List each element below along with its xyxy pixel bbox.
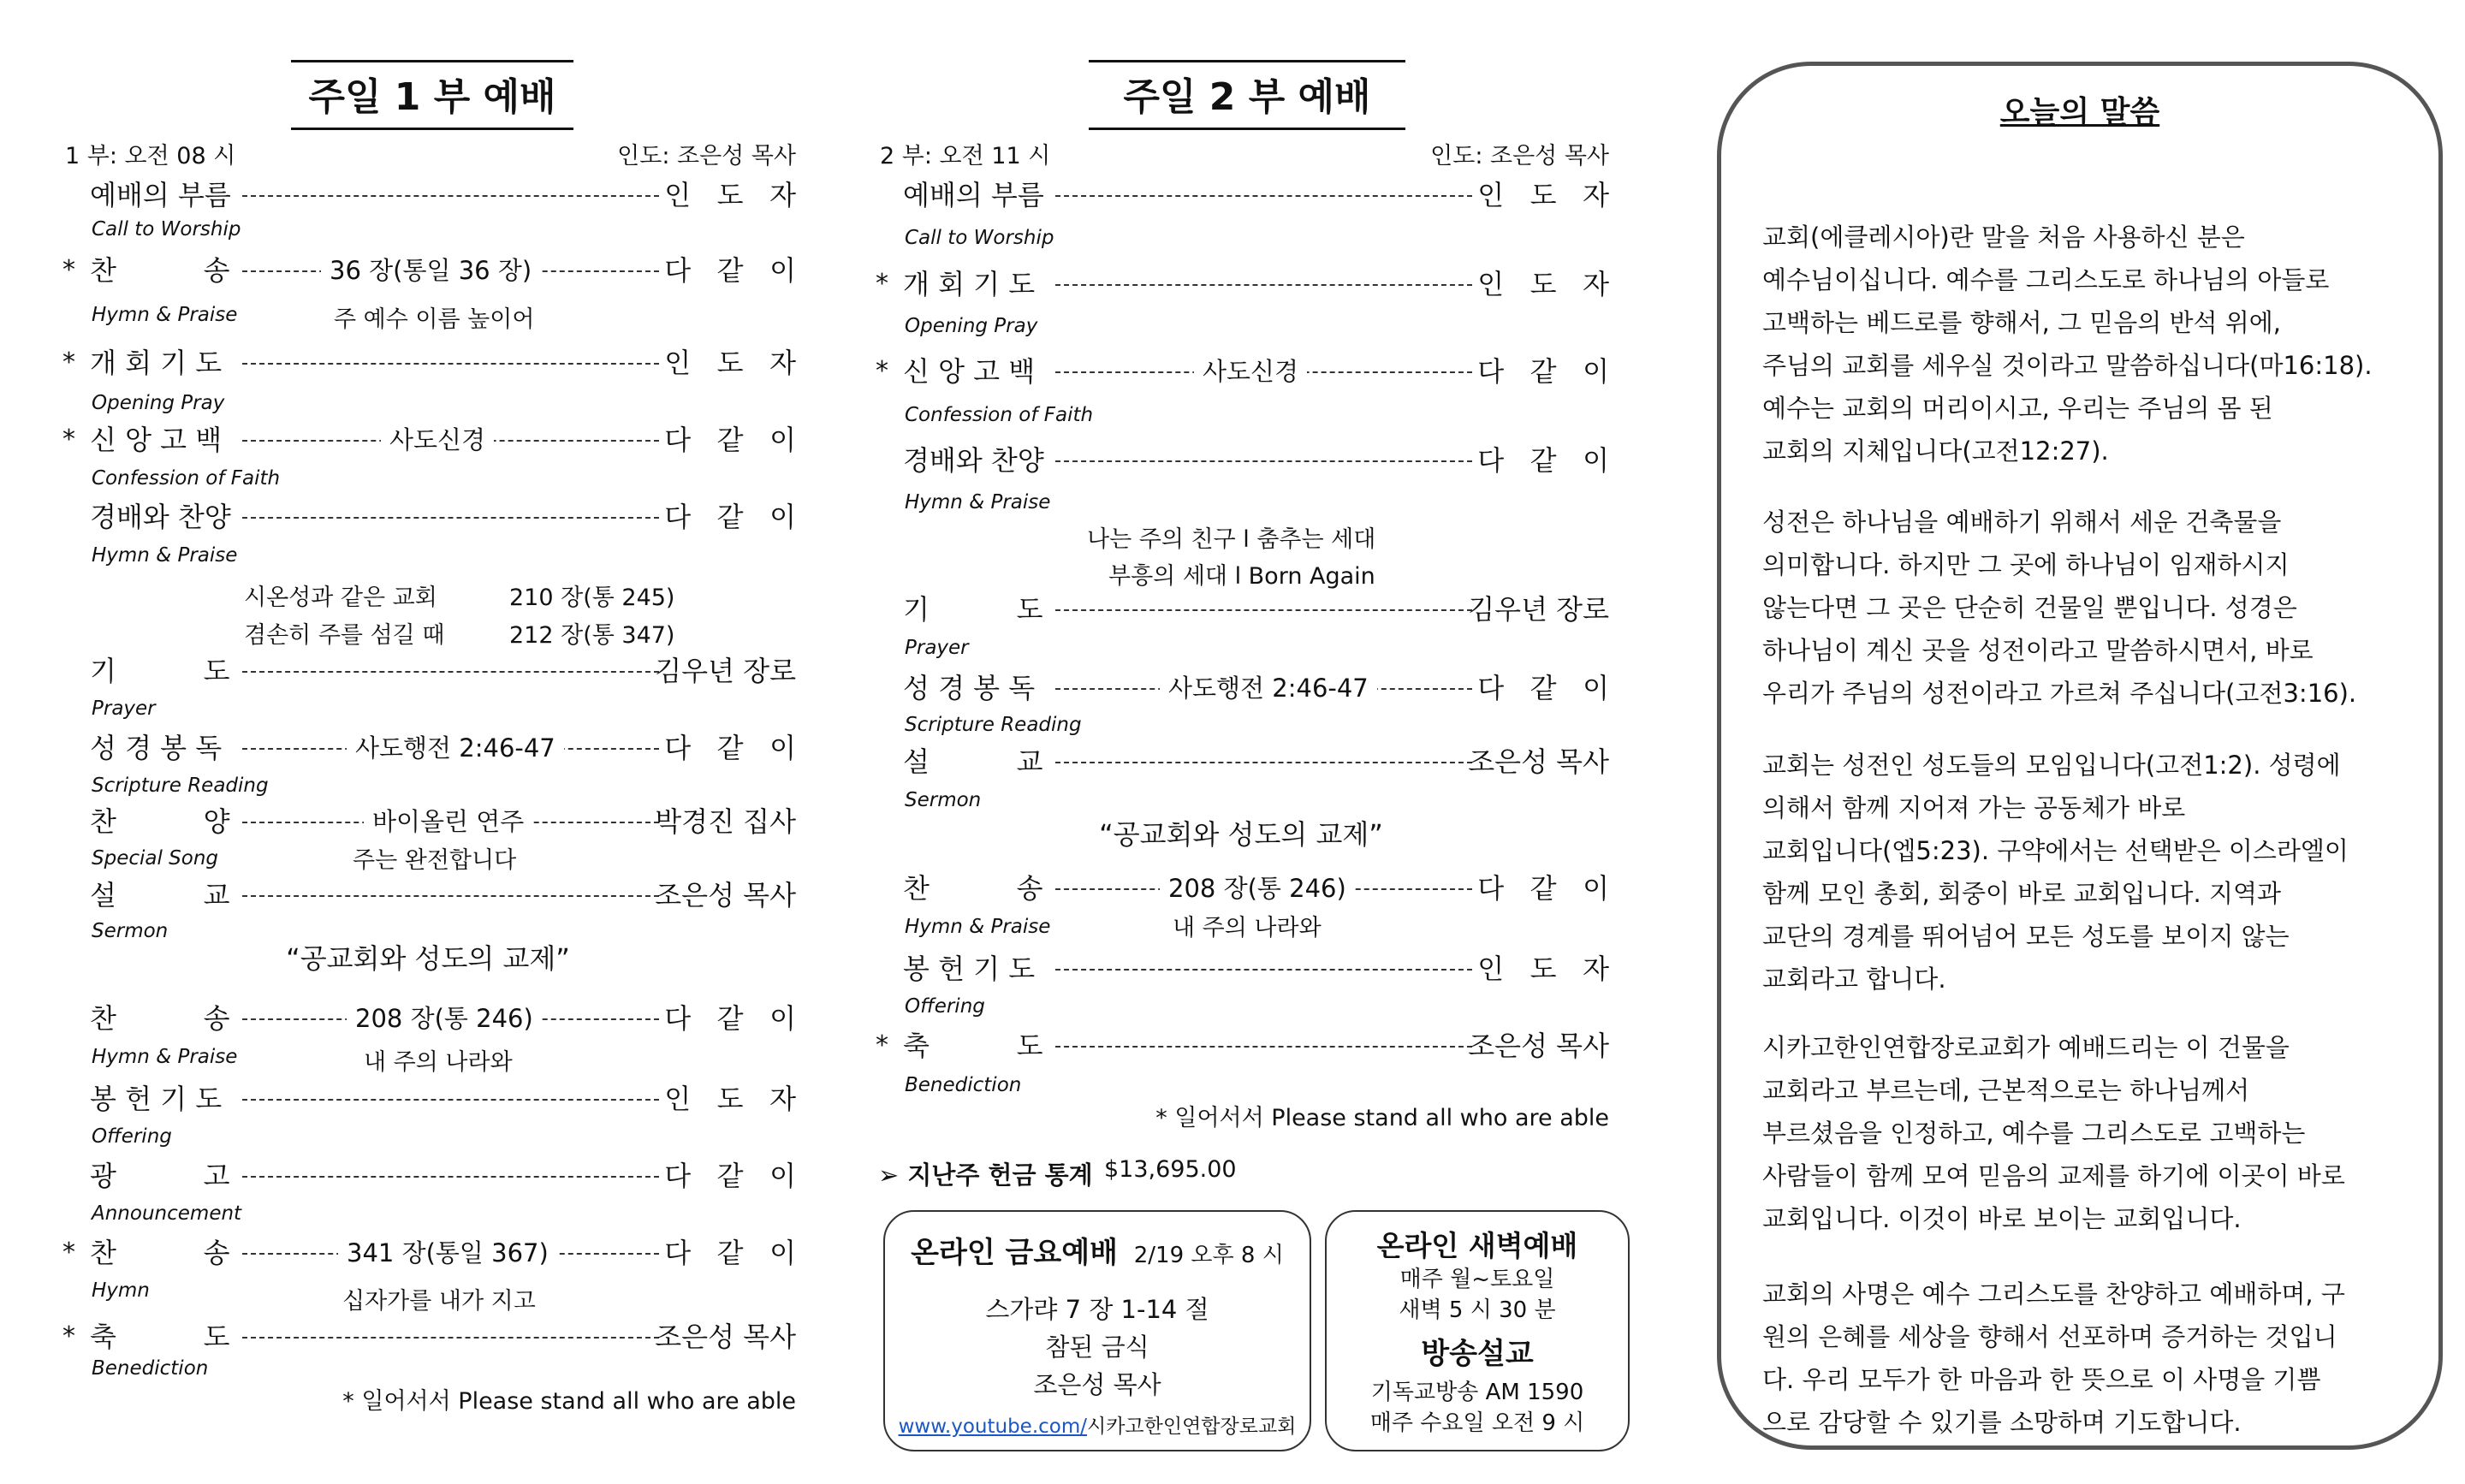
- friday-header: [885, 1229, 1310, 1271]
- order-item-leader: 다 같 이: [664, 1160, 796, 1192]
- dawn-days: 매주 월~토요일: [1399, 1267, 1555, 1292]
- dashed-leader: [1055, 609, 1472, 611]
- offering-amount: $13,695.00: [1104, 1156, 1237, 1183]
- order-item-name: 개 회 기 도: [90, 347, 223, 379]
- order-item-name: 예배의 부름: [90, 179, 231, 211]
- friday-scripture: 스가랴 7 장 1-14 절: [985, 1295, 1209, 1324]
- stand-marker: *: [62, 255, 75, 285]
- order-item-english: Benediction: [92, 1357, 209, 1380]
- order-item: [903, 950, 1609, 988]
- order-item-english: Hymn & Praise: [92, 304, 238, 326]
- word-line: 다. 우리 모두가 한 마음과 한 뜻으로 이 사명을 기쁨: [1762, 1365, 2321, 1394]
- dashed-leader: [242, 1176, 659, 1178]
- dashed-leader: [242, 671, 659, 673]
- order-item-leader: 인 도 자: [1477, 179, 1609, 211]
- service1-time: 1 부: 오전 08 시: [65, 143, 236, 169]
- praise-song2-title: 겸손히 주를 섬길 때: [244, 622, 445, 649]
- order-item-leader: 다 같 이: [664, 501, 796, 533]
- order-item-detail: 341 장(통일 367): [338, 1234, 557, 1272]
- order-item-english: Sermon: [92, 920, 169, 942]
- order-item-name: 성 경 봉 독: [903, 672, 1036, 704]
- order-item: [62, 344, 796, 382]
- praise-song1-title: 시온성과 같은 교회: [244, 585, 437, 611]
- word-line: 교회의 지체입니다(고전12:27).: [1762, 436, 2109, 466]
- stand-marker: *: [62, 424, 75, 454]
- order-item-english: Scripture Reading: [905, 714, 1082, 736]
- order-item-leader: 다 같 이: [1477, 355, 1609, 388]
- order-item-detail: 208 장(통 246): [1160, 870, 1355, 907]
- dashed-leader: [1055, 460, 1472, 462]
- order-item-english: Offering: [905, 995, 985, 1018]
- friday-date: 2/19 오후 8 시: [1133, 1243, 1284, 1268]
- order-item-english: Confession of Faith: [92, 467, 281, 490]
- order-item-leader: 다 같 이: [664, 1237, 796, 1269]
- order-item-leader: 박경진 집사: [655, 805, 796, 838]
- order-item-detail: 바이올린 연주: [364, 803, 532, 840]
- order-item-leader: 조은성 목사: [1468, 745, 1609, 778]
- word-line: 교회(에클레시아)란 말을 처음 사용하신 분은: [1762, 223, 2245, 252]
- order-item-english: Hymn & Praise: [905, 916, 1051, 938]
- service2-sermon-title: “공교회와 성도의 교제”: [1099, 818, 1383, 851]
- praise-line1: 나는 주의 친구 l 춤추는 세대: [1087, 526, 1376, 553]
- order-item-name: 찬 양: [90, 805, 230, 838]
- friday-link-row: [885, 1410, 1310, 1439]
- word-line: 시카고한인연합장로교회가 예배드리는 이 건물을: [1762, 1033, 2290, 1062]
- dawn-service-box: [1325, 1210, 1630, 1451]
- order-item-english: Offering: [92, 1125, 172, 1148]
- order-item-leader: 김우년 장로: [655, 655, 796, 687]
- order-item: [62, 1318, 796, 1356]
- order-item-english: Hymn & Praise: [92, 1046, 238, 1068]
- order-item-leader: 다 같 이: [664, 254, 796, 287]
- order-item-name: 개 회 기 도: [903, 268, 1036, 300]
- order-item-leader: 다 같 이: [664, 1002, 796, 1035]
- order-item-name: 설 교: [903, 745, 1043, 778]
- service2-leader: 인도: 조은성 목사: [1430, 143, 1609, 169]
- order-item: [90, 876, 796, 914]
- word-paragraph: [1762, 1273, 2413, 1444]
- word-line: 함께 모인 총회, 회중이 바로 교회입니다. 지역과: [1762, 879, 2282, 908]
- order-item-leader: 김우년 장로: [1468, 593, 1609, 626]
- order-item: [903, 743, 1609, 781]
- order-item: [876, 1027, 1609, 1065]
- word-line: 교회는 성전인 성도들의 모임입니다(고전1:2). 성령에: [1762, 751, 2341, 780]
- dashed-leader: [1055, 1046, 1472, 1048]
- order-item-name: 성 경 봉 독: [90, 732, 223, 764]
- order-item-detail: 36 장(통일 36 장): [321, 252, 540, 289]
- dashed-leader: [242, 517, 659, 519]
- order-item-leader: 인 도 자: [664, 179, 796, 211]
- stand-marker: *: [62, 1321, 75, 1351]
- order-item-name: 광 고: [90, 1160, 230, 1192]
- order-item-detail: 208 장(통 246): [347, 1000, 542, 1037]
- friday-sermon: 참된 금식: [1045, 1333, 1149, 1362]
- order-item-name: 설 교: [90, 879, 230, 911]
- word-line: 교회의 사명은 예수 그리스도를 찬양하고 예배하며, 구: [1762, 1279, 2345, 1309]
- service2-time: 2 부: 오전 11 시: [880, 143, 1051, 169]
- special-song-title: 주는 완전합니다: [353, 847, 517, 874]
- word-line: 성전은 하나님을 예배하기 위해서 세운 건축물을: [1762, 508, 2282, 537]
- order-item-name: 기 도: [90, 655, 230, 687]
- service1-stand-note: * 일어서서 Please stand all who are able: [342, 1388, 796, 1415]
- word-line: 으로 감당할 수 있기를 소망하며 기도합니다.: [1762, 1408, 2242, 1437]
- stand-marker: *: [62, 1238, 75, 1267]
- order-item-name: 신 앙 고 백: [903, 355, 1036, 388]
- todays-word-box: [1717, 62, 2443, 1450]
- order-item-name: 경배와 찬양: [903, 444, 1044, 477]
- order-item-leader: 조은성 목사: [655, 879, 796, 911]
- stand-marker: *: [876, 1030, 888, 1060]
- order-item-name: 봉 헌 기 도: [90, 1083, 223, 1115]
- word-line: 의해서 함께 지어져 가는 공동체가 바로: [1762, 793, 2186, 822]
- order-item-english: Opening Pray: [92, 392, 225, 414]
- order-item-english: Prayer: [905, 637, 969, 659]
- order-item: [90, 1000, 796, 1037]
- word-paragraph: [1762, 216, 2413, 472]
- order-item: [90, 1157, 796, 1195]
- broadcast-station: 기독교방송 AM 1590: [1370, 1380, 1584, 1405]
- order-item-leader: 다 같 이: [664, 424, 796, 456]
- order-item-leader: 인 도 자: [664, 1083, 796, 1115]
- word-line: 주님의 교회를 세우실 것이라고 말씀하십니다(마16:18).: [1762, 351, 2373, 380]
- todays-word-title: 오늘의 말씀: [1999, 95, 2160, 130]
- word-line: 예수님이십니다. 예수를 그리스도로 하나님의 아들로: [1762, 265, 2330, 294]
- order-item-name: 찬 송: [90, 1237, 230, 1269]
- youtube-channel: 시카고한인연합장로교회: [1087, 1416, 1297, 1438]
- order-item: [90, 729, 796, 767]
- order-item-english: Call to Worship: [92, 218, 241, 240]
- word-paragraph: [1762, 1026, 2413, 1240]
- dashed-leader: [242, 1337, 659, 1339]
- order-item: [90, 498, 796, 536]
- dashed-leader: [1055, 762, 1472, 763]
- order-item-name: 축 도: [903, 1030, 1043, 1062]
- praise-song2-number: 212 장(통 347): [509, 622, 675, 649]
- service2-hymn-title: 내 주의 나라와: [1173, 915, 1322, 941]
- order-item-english: Special Song: [92, 847, 219, 870]
- dashed-leader: [242, 895, 659, 897]
- hymn3-title: 십자가를 내가 지고: [342, 1288, 536, 1315]
- praise-song1-number: 210 장(통 245): [509, 585, 675, 611]
- dashed-leader: [1055, 969, 1472, 971]
- word-line: 고백하는 베드로를 향해서, 그 믿음의 반석 위에,: [1762, 308, 2282, 337]
- order-item: [62, 252, 796, 289]
- stand-marker: *: [876, 269, 888, 299]
- word-line: 원의 은혜를 세상을 향해서 선포하며 증거하는 것입니: [1762, 1322, 2337, 1351]
- dawn-title: 온라인 새벽예배: [1376, 1229, 1578, 1262]
- word-line: 사람들이 함께 모여 믿음의 교제를 하기에 이곳이 바로: [1762, 1161, 2345, 1190]
- word-line: 않는다면 그 곳은 단순히 건물일 뿐입니다. 성경은: [1762, 593, 2297, 622]
- dashed-leader: [242, 195, 659, 197]
- order-item: [876, 353, 1609, 390]
- broadcast-title: 방송설교: [1421, 1337, 1534, 1371]
- order-item-english: Scripture Reading: [92, 775, 269, 797]
- dashed-leader: [1055, 284, 1472, 286]
- praise-line2: 부흥의 세대 l Born Again: [1108, 563, 1375, 590]
- word-line: 교회라고 합니다.: [1762, 965, 1946, 994]
- word-line: 교단의 경계를 뛰어넘어 모든 성도를 보이지 않는: [1762, 922, 2290, 951]
- service1-title: 주일 1 부 예배: [291, 60, 573, 130]
- order-item-english: Benediction: [905, 1074, 1022, 1096]
- order-item-english: Hymn: [92, 1279, 150, 1302]
- word-line: 우리가 주님의 성전이라고 가르쳐 주십니다(고전3:16).: [1762, 679, 2357, 708]
- order-item-leader: 다 같 이: [1477, 672, 1609, 704]
- offering-label: ➢ 지난주 헌금 통계: [878, 1160, 1093, 1190]
- word-paragraph: [1762, 744, 2413, 1000]
- order-item: [903, 870, 1609, 907]
- order-item-english: Sermon: [905, 789, 982, 811]
- order-item: [62, 421, 796, 459]
- order-item: [62, 1234, 796, 1272]
- word-line: 교회라고 부르는데, 근본적으로는 하나님께서: [1762, 1076, 2250, 1105]
- order-item-leader: 인 도 자: [1477, 953, 1609, 985]
- word-line: 하나님이 계신 곳을 성전이라고 말씀하시면서, 바로: [1762, 636, 2314, 665]
- order-item: [90, 803, 796, 840]
- order-item-name: 예배의 부름: [903, 179, 1044, 211]
- order-item-name: 경배와 찬양: [90, 501, 231, 533]
- service1-leader: 인도: 조은성 목사: [617, 143, 796, 169]
- word-line: 의미합니다. 하지만 그 곳에 하나님이 임재하시지: [1762, 550, 2290, 579]
- word-line: 교회입니다. 이것이 바로 보이는 교회입니다.: [1762, 1204, 2242, 1233]
- order-item-name: 기 도: [903, 593, 1043, 626]
- friday-title: 온라인 금요예배: [911, 1236, 1118, 1270]
- order-item-detail: 사도신경: [381, 421, 494, 459]
- word-line: 교회입니다(엡5:23). 구약에서는 선택받은 이스라엘이: [1762, 836, 2349, 865]
- dashed-leader: [1055, 195, 1472, 197]
- order-item-leader: 조은성 목사: [655, 1321, 796, 1353]
- order-item: [90, 1080, 796, 1118]
- stand-marker: *: [876, 356, 888, 386]
- word-line: 부르셨음을 인정하고, 예수를 그리스도로 고백하는: [1762, 1119, 2306, 1148]
- hymn1-title: 주 예수 이름 높이어: [334, 306, 535, 333]
- service2-title: 주일 2 부 예배: [1089, 60, 1405, 130]
- order-item-leader: 다 같 이: [1477, 444, 1609, 477]
- order-item-name: 찬 송: [90, 254, 230, 287]
- order-item: [876, 265, 1609, 303]
- hymn2-title: 내 주의 나라와: [364, 1049, 513, 1076]
- word-paragraph: [1762, 501, 2413, 715]
- order-item: [90, 652, 796, 690]
- order-item: [903, 591, 1609, 628]
- dashed-leader: [242, 1099, 659, 1101]
- order-item-english: Opening Pray: [905, 315, 1038, 337]
- order-item-english: Hymn & Praise: [92, 544, 238, 567]
- order-item-english: Confession of Faith: [905, 404, 1094, 426]
- order-item-english: Announcement: [92, 1202, 242, 1225]
- service2-stand-note: * 일어서서 Please stand all who are able: [1155, 1105, 1609, 1131]
- order-item: [903, 176, 1609, 214]
- service1-sermon-title: “공교회와 성도의 교제”: [286, 942, 570, 975]
- order-item-name: 봉 헌 기 도: [903, 953, 1036, 985]
- order-item-name: 찬 송: [903, 872, 1043, 905]
- order-item-detail: 사도신경: [1194, 353, 1307, 390]
- dashed-leader: [242, 363, 659, 365]
- friday-preacher: 조은성 목사: [1033, 1370, 1161, 1399]
- order-item-leader: 다 같 이: [664, 732, 796, 764]
- order-item-leader: 인 도 자: [664, 347, 796, 379]
- order-item-leader: 인 도 자: [1477, 268, 1609, 300]
- friday-service-box: [883, 1210, 1311, 1451]
- order-item-english: Call to Worship: [905, 227, 1054, 249]
- order-item: [903, 669, 1609, 707]
- dawn-time: 새벽 5 시 30 분: [1399, 1297, 1556, 1323]
- order-item-detail: 사도행전 2:46-47: [347, 729, 564, 767]
- order-item-name: 신 앙 고 백: [90, 424, 223, 456]
- order-item-detail: 사도행전 2:46-47: [1160, 669, 1377, 707]
- broadcast-time: 매주 수요일 오전 9 시: [1369, 1410, 1585, 1436]
- youtube-link[interactable]: www.youtube.com/: [898, 1416, 1087, 1438]
- order-item-name: 축 도: [90, 1321, 230, 1353]
- order-item: [903, 442, 1609, 479]
- order-item-english: Prayer: [92, 697, 156, 720]
- order-item-english: Hymn & Praise: [905, 491, 1051, 513]
- order-item: [90, 176, 796, 214]
- word-line: 예수는 교회의 머리이시고, 우리는 주님의 몸 된: [1762, 394, 2273, 423]
- order-item-leader: 조은성 목사: [1468, 1030, 1609, 1062]
- stand-marker: *: [62, 347, 75, 377]
- order-item-leader: 다 같 이: [1477, 872, 1609, 905]
- order-item-name: 찬 송: [90, 1002, 230, 1035]
